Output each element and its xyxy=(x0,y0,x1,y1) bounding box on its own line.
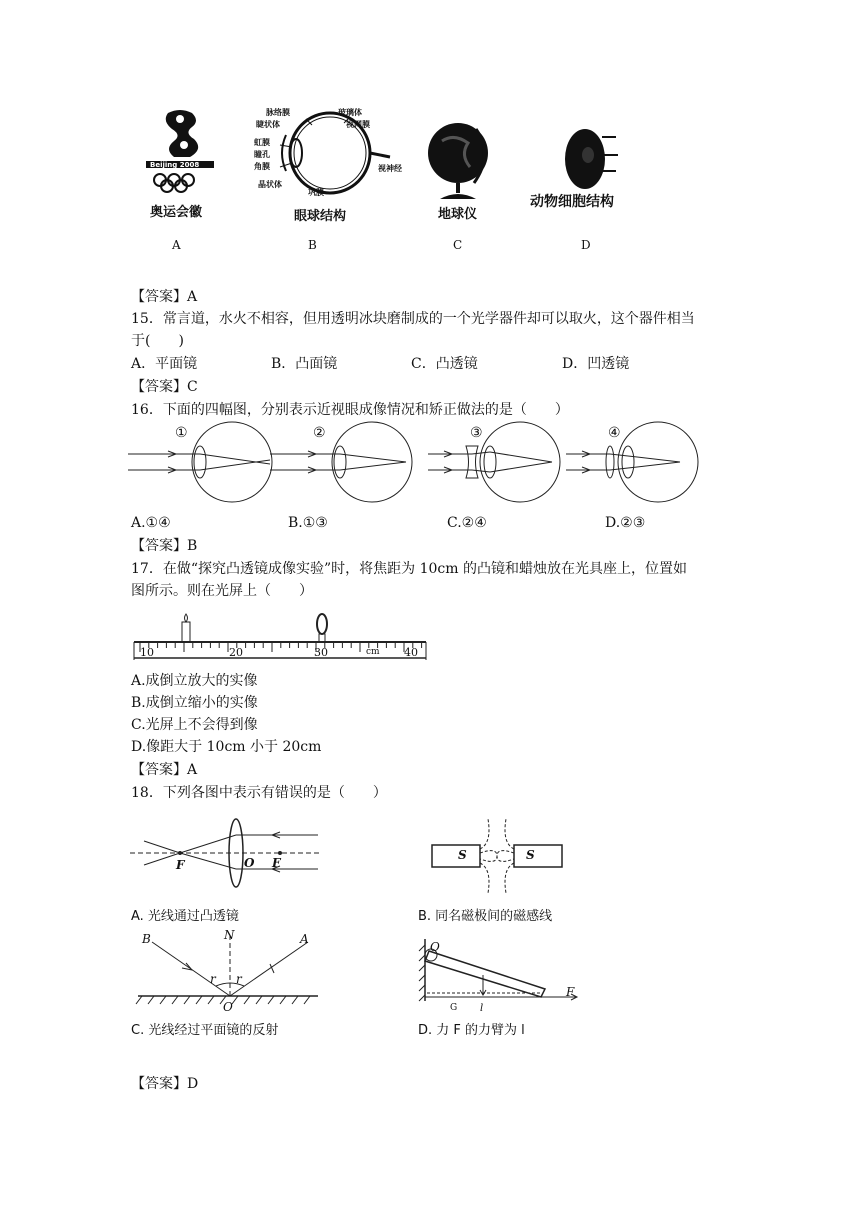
q14-option-c: C xyxy=(453,238,463,252)
globe-icon xyxy=(420,115,500,205)
animal-cell-icon xyxy=(530,125,650,195)
eye-label-3: 睫状体 xyxy=(256,120,280,129)
q18-figure-b-caption: B. 同名磁极间的磁感线 xyxy=(418,909,553,924)
q16-stem: 16．下面的四幅图，分别表示近视眼成像情况和矫正做法的是（ ） xyxy=(131,402,569,418)
fig-a-label-o: O xyxy=(244,856,255,870)
q14-figure-c xyxy=(420,115,500,225)
q16-figure-1-number: ① xyxy=(175,425,188,441)
q15-stem-line1: 15．常言道，水火不相容，但用透明冰块磨制成的一个光学器件却可以取火，这个器件相当 xyxy=(131,311,695,327)
figure-d-caption: 动物细胞结构 xyxy=(530,194,614,210)
q17-option-d: D.像距大于 10cm 小于 20cm xyxy=(131,739,322,755)
fig-b-label-s-left: S xyxy=(458,848,467,862)
q16-figure-4-number: ④ xyxy=(608,425,621,441)
q17-stem-line2: 图所示。则在光屏上（ ） xyxy=(131,583,313,599)
q15-option-b: B．凸面镜 xyxy=(271,356,338,372)
q16-option-b: B.①③ xyxy=(288,515,328,531)
eye-label-2: 玻璃体 xyxy=(338,108,362,117)
q17-answer: 【答案】A xyxy=(131,762,198,778)
q16-option-c: C.②④ xyxy=(447,515,487,531)
fig-d-label-o: O xyxy=(430,940,440,954)
q17-option-b: B.成倒立缩小的实像 xyxy=(131,695,258,711)
eye-label-1: 脉络膜 xyxy=(266,108,290,117)
fig-c-label-b: B xyxy=(142,932,151,946)
q17-stem-line1: 17．在做“探究凸透镜成像实验”时，将焦距为 10cm 的凸镜和蜡烛放在光具座上，位置如 xyxy=(131,561,687,577)
eye-label-10: 视网膜 xyxy=(346,120,370,129)
q18-figure-b-magnets xyxy=(430,815,570,895)
q14-option-a: A xyxy=(172,238,181,252)
q14-figure-d xyxy=(530,125,650,215)
q17-option-c: C.光屏上不会得到像 xyxy=(131,717,258,733)
q14-option-b: B xyxy=(308,238,317,252)
q15-option-a: A．平面镜 xyxy=(131,356,198,372)
q18-answer: 【答案】D xyxy=(131,1076,199,1092)
q15-option-c: C．凸透镜 xyxy=(411,356,478,372)
q18-figure-d-caption: D. 力 F 的力臂为 l xyxy=(418,1023,525,1038)
fig-d-label-l: l xyxy=(480,1003,484,1014)
eye-label-5: 瞳孔 xyxy=(254,150,270,159)
q16-option-d: D.②③ xyxy=(605,515,646,531)
q15-answer: 【答案】C xyxy=(131,379,198,395)
q14-option-d: D xyxy=(581,238,591,252)
fig-c-label-n: N xyxy=(224,928,235,942)
fig-c-label-r-left: r xyxy=(210,972,216,986)
figure-a-caption: 奥运会徽 xyxy=(150,205,203,220)
fig-d-label-g: G xyxy=(450,1003,458,1013)
q15-stem-line2: 于( ) xyxy=(131,333,184,349)
fig-d-label-f: F xyxy=(566,985,575,999)
q15-option-d: D．凹透镜 xyxy=(562,356,630,372)
fig-a-label-f-left: F xyxy=(176,858,185,872)
q16-figure-2-number: ② xyxy=(313,425,326,441)
eye-label-7: 晶状体 xyxy=(258,180,282,189)
figure-c-caption: 地球仪 xyxy=(438,207,478,222)
ruler-label-20: 20 xyxy=(229,646,243,659)
q18-figure-c-caption: C. 光线经过平面镜的反射 xyxy=(131,1023,279,1038)
fig-c-label-o: O xyxy=(223,1000,233,1014)
eye-label-8: 巩膜 xyxy=(308,188,324,197)
q14-answer: 【答案】A xyxy=(131,289,198,305)
ruler-label-10: 10 xyxy=(140,646,154,659)
q18-figure-d-lever xyxy=(415,935,585,1015)
fig-c-label-a: A xyxy=(300,932,309,946)
emblem-text: Beijing 2008 xyxy=(150,161,200,169)
q16-eye-diagrams xyxy=(128,420,708,510)
q17-option-a: A.成倒立放大的实像 xyxy=(131,673,258,689)
q18-stem: 18．下列各图中表示有错误的是（ ） xyxy=(131,785,387,801)
q16-figure-3-number: ③ xyxy=(470,425,483,441)
olympic-emblem-icon xyxy=(140,105,240,195)
optical-bench-ruler xyxy=(130,610,430,665)
q14-figure-b xyxy=(250,105,410,225)
q16-answer: 【答案】B xyxy=(131,538,198,554)
fig-c-label-r-right: r xyxy=(236,972,242,986)
q16-option-a: A.①④ xyxy=(131,515,171,531)
ruler-label-40: 40 xyxy=(404,646,418,659)
eye-label-6: 角膜 xyxy=(254,162,270,171)
fig-b-label-s-right: S xyxy=(526,848,535,862)
eye-label-9: 视神经 xyxy=(378,164,402,173)
fig-a-label-f-right: F xyxy=(272,856,281,870)
figure-b-caption: 眼球结构 xyxy=(294,209,347,224)
q18-figure-a-convex-lens xyxy=(130,815,330,895)
eye-label-4: 虹膜 xyxy=(254,138,270,147)
q18-figure-a-caption: A. 光线通过凸透镜 xyxy=(131,909,239,924)
ruler-label-cm: cm xyxy=(366,647,380,657)
ruler-label-30: 30 xyxy=(314,646,328,659)
